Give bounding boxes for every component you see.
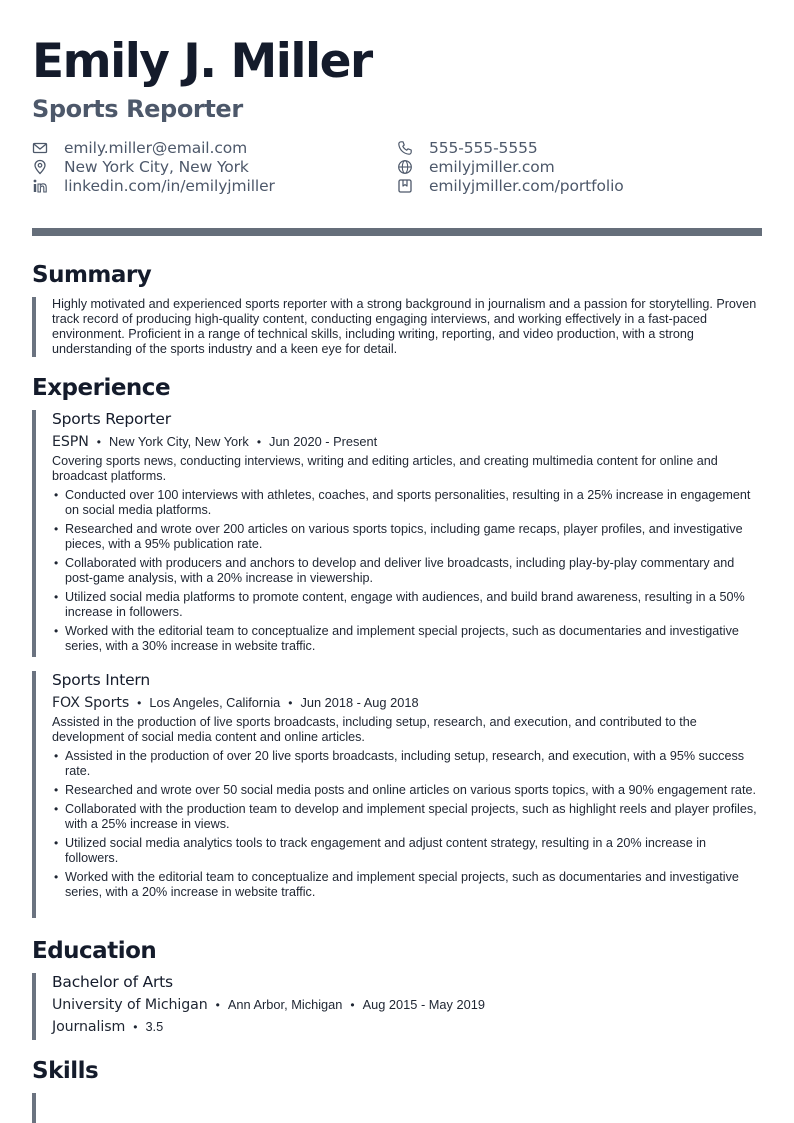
job-dates: Jun 2020 - Present bbox=[269, 434, 378, 449]
meta-separator: • bbox=[288, 696, 293, 710]
contact-email-text: emily.miller@email.com bbox=[64, 138, 248, 157]
education-field-row bbox=[52, 1017, 762, 1037]
contact-website[interactable] bbox=[397, 157, 555, 176]
contact-email[interactable] bbox=[32, 138, 247, 157]
contact-phone[interactable] bbox=[397, 138, 538, 157]
header-divider bbox=[32, 228, 762, 236]
candidate-name: Emily J. Miller bbox=[32, 34, 372, 89]
job-meta bbox=[52, 693, 762, 713]
contact-portfolio[interactable] bbox=[397, 176, 624, 195]
contact-location bbox=[32, 157, 249, 176]
bullet-dot: • bbox=[54, 749, 59, 763]
bullet-dot: • bbox=[54, 836, 59, 850]
achievement-text: Collaborated with the production team to develop and implement special projects, such as highlight reels and player profiles, with a 25% increase in views. bbox=[65, 802, 757, 831]
achievement-text: Assisted in the production of over 20 live sports broadcasts, including setup, research, and execution, with a 95% success rate. bbox=[65, 749, 745, 778]
contact-location-text: New York City, New York bbox=[64, 157, 249, 176]
job-description: Covering sports news, conducting interviews, writing and editing articles, and creating multimedia content for online and broadcast platforms. bbox=[52, 454, 718, 483]
contact-website-text: emilyjmiller.com bbox=[429, 157, 555, 176]
summary-heading: Summary bbox=[32, 262, 152, 288]
achievement-text: Researched and wrote over 50 social media posts and online articles on various sports topics, with a 90% engagement rate. bbox=[65, 783, 756, 797]
experience-heading: Experience bbox=[32, 375, 171, 401]
location-pin-icon bbox=[32, 159, 48, 175]
job-description: Assisted in the production of live sports broadcasts, including setup, research, and execution, and contributed to the development of social media content and online articles. bbox=[52, 715, 697, 744]
job-location: New York City, New York bbox=[108, 434, 249, 449]
education-meta bbox=[52, 995, 762, 1015]
bullet-dot: • bbox=[54, 488, 59, 502]
achievement-item bbox=[52, 556, 762, 586]
job-achievements bbox=[52, 749, 762, 900]
school-name: University of Michigan bbox=[52, 997, 208, 1013]
contact-portfolio-text: emilyjmiller.com/portfolio bbox=[429, 176, 624, 195]
achievement-item bbox=[52, 590, 762, 620]
achievement-item bbox=[52, 802, 762, 832]
achievement-text: Utilized social media analytics tools to track engagement and adjust content strategy, resulting in a 20% increase in followers. bbox=[65, 836, 706, 865]
contact-list bbox=[32, 138, 762, 198]
achievement-item bbox=[52, 522, 762, 552]
portfolio-icon bbox=[397, 178, 413, 194]
job-dates: Jun 2018 - Aug 2018 bbox=[300, 695, 419, 710]
achievement-text: Researched and wrote over 200 articles on various sports topics, including game recaps, player profiles, and investigative pieces, with a 95% publication rate. bbox=[65, 522, 743, 551]
job-company: FOX Sports bbox=[52, 695, 130, 711]
job-entry bbox=[32, 671, 762, 918]
skills-heading: Skills bbox=[32, 1058, 99, 1084]
bullet-dot: • bbox=[54, 624, 59, 638]
achievement-text: Utilized social media platforms to promote content, engage with audiences, and build brand awareness, resulting in a 50% increase in followers. bbox=[65, 590, 745, 619]
job-company: ESPN bbox=[52, 434, 89, 450]
meta-separator: • bbox=[215, 998, 220, 1012]
achievement-text: Conducted over 100 interviews with athletes, coaches, and sports personalities, resulting in a 25% increase in engagement on social media platforms. bbox=[65, 488, 751, 517]
meta-separator: • bbox=[350, 998, 355, 1012]
phone-icon bbox=[397, 140, 413, 156]
bullet-dot: • bbox=[54, 783, 59, 797]
envelope-icon bbox=[32, 140, 48, 156]
achievement-text: Worked with the editorial team to conceptualize and implement special projects, such as documentaries and investigative series, with a 30% increase in website traffic. bbox=[65, 624, 739, 653]
achievement-item bbox=[52, 624, 762, 654]
linkedin-icon bbox=[32, 178, 48, 194]
school-location: Ann Arbor, Michigan bbox=[227, 997, 343, 1012]
job-location: Los Angeles, California bbox=[149, 695, 281, 710]
education-dates: Aug 2015 - May 2019 bbox=[362, 997, 485, 1012]
achievement-item bbox=[52, 783, 762, 798]
job-meta bbox=[52, 432, 762, 452]
job-title: Sports Reporter bbox=[52, 410, 171, 428]
achievement-item bbox=[52, 870, 762, 900]
summary-text: Highly motivated and experienced sports reporter with a strong background in journalism and a passion for storytelling. Proven track record of producing high-quality content, conducting engaging interviews, and working effectively in a fast-paced environment. Proficient in a range of technical skills, including writing, reporting, and video production, with a strong understanding of the sports industry and a keen eye for detail. bbox=[52, 297, 757, 356]
education-heading: Education bbox=[32, 938, 157, 964]
bullet-dot: • bbox=[54, 802, 59, 816]
contact-linkedin-text: linkedin.com/in/emilyjmiller bbox=[64, 176, 275, 195]
achievement-item bbox=[52, 749, 762, 779]
job-title: Sports Intern bbox=[52, 671, 150, 689]
resume-page bbox=[32, 0, 762, 1123]
meta-separator: • bbox=[137, 696, 142, 710]
job-entry bbox=[32, 410, 762, 657]
bullet-dot: • bbox=[54, 522, 59, 536]
skills-block bbox=[32, 1093, 762, 1123]
bullet-dot: • bbox=[54, 870, 59, 884]
gpa-value: 3.5 bbox=[145, 1019, 164, 1034]
job-achievements bbox=[52, 488, 762, 654]
candidate-role: Sports Reporter bbox=[32, 95, 243, 123]
education-entry bbox=[32, 973, 762, 1040]
achievement-text: Collaborated with producers and anchors to develop and deliver live broadcasts, including play-by-play commentary and post-game analysis, with a 20% increase in viewership. bbox=[65, 556, 735, 585]
field-of-study: Journalism bbox=[52, 1019, 126, 1035]
contact-linkedin[interactable] bbox=[32, 176, 275, 195]
summary-block bbox=[32, 297, 762, 357]
degree-title: Bachelor of Arts bbox=[52, 973, 173, 991]
meta-separator: • bbox=[256, 435, 262, 449]
achievement-text: Worked with the editorial team to conceptualize and implement special projects, such as documentaries and investigative series, with a 20% increase in website traffic. bbox=[65, 870, 739, 899]
contact-phone-text: 555-555-5555 bbox=[429, 138, 538, 157]
achievement-item bbox=[52, 488, 762, 518]
bullet-dot: • bbox=[54, 590, 59, 604]
achievement-item bbox=[52, 836, 762, 866]
meta-separator: • bbox=[133, 1020, 138, 1034]
meta-separator: • bbox=[96, 435, 101, 449]
bullet-dot: • bbox=[54, 556, 59, 570]
globe-icon bbox=[397, 159, 413, 175]
